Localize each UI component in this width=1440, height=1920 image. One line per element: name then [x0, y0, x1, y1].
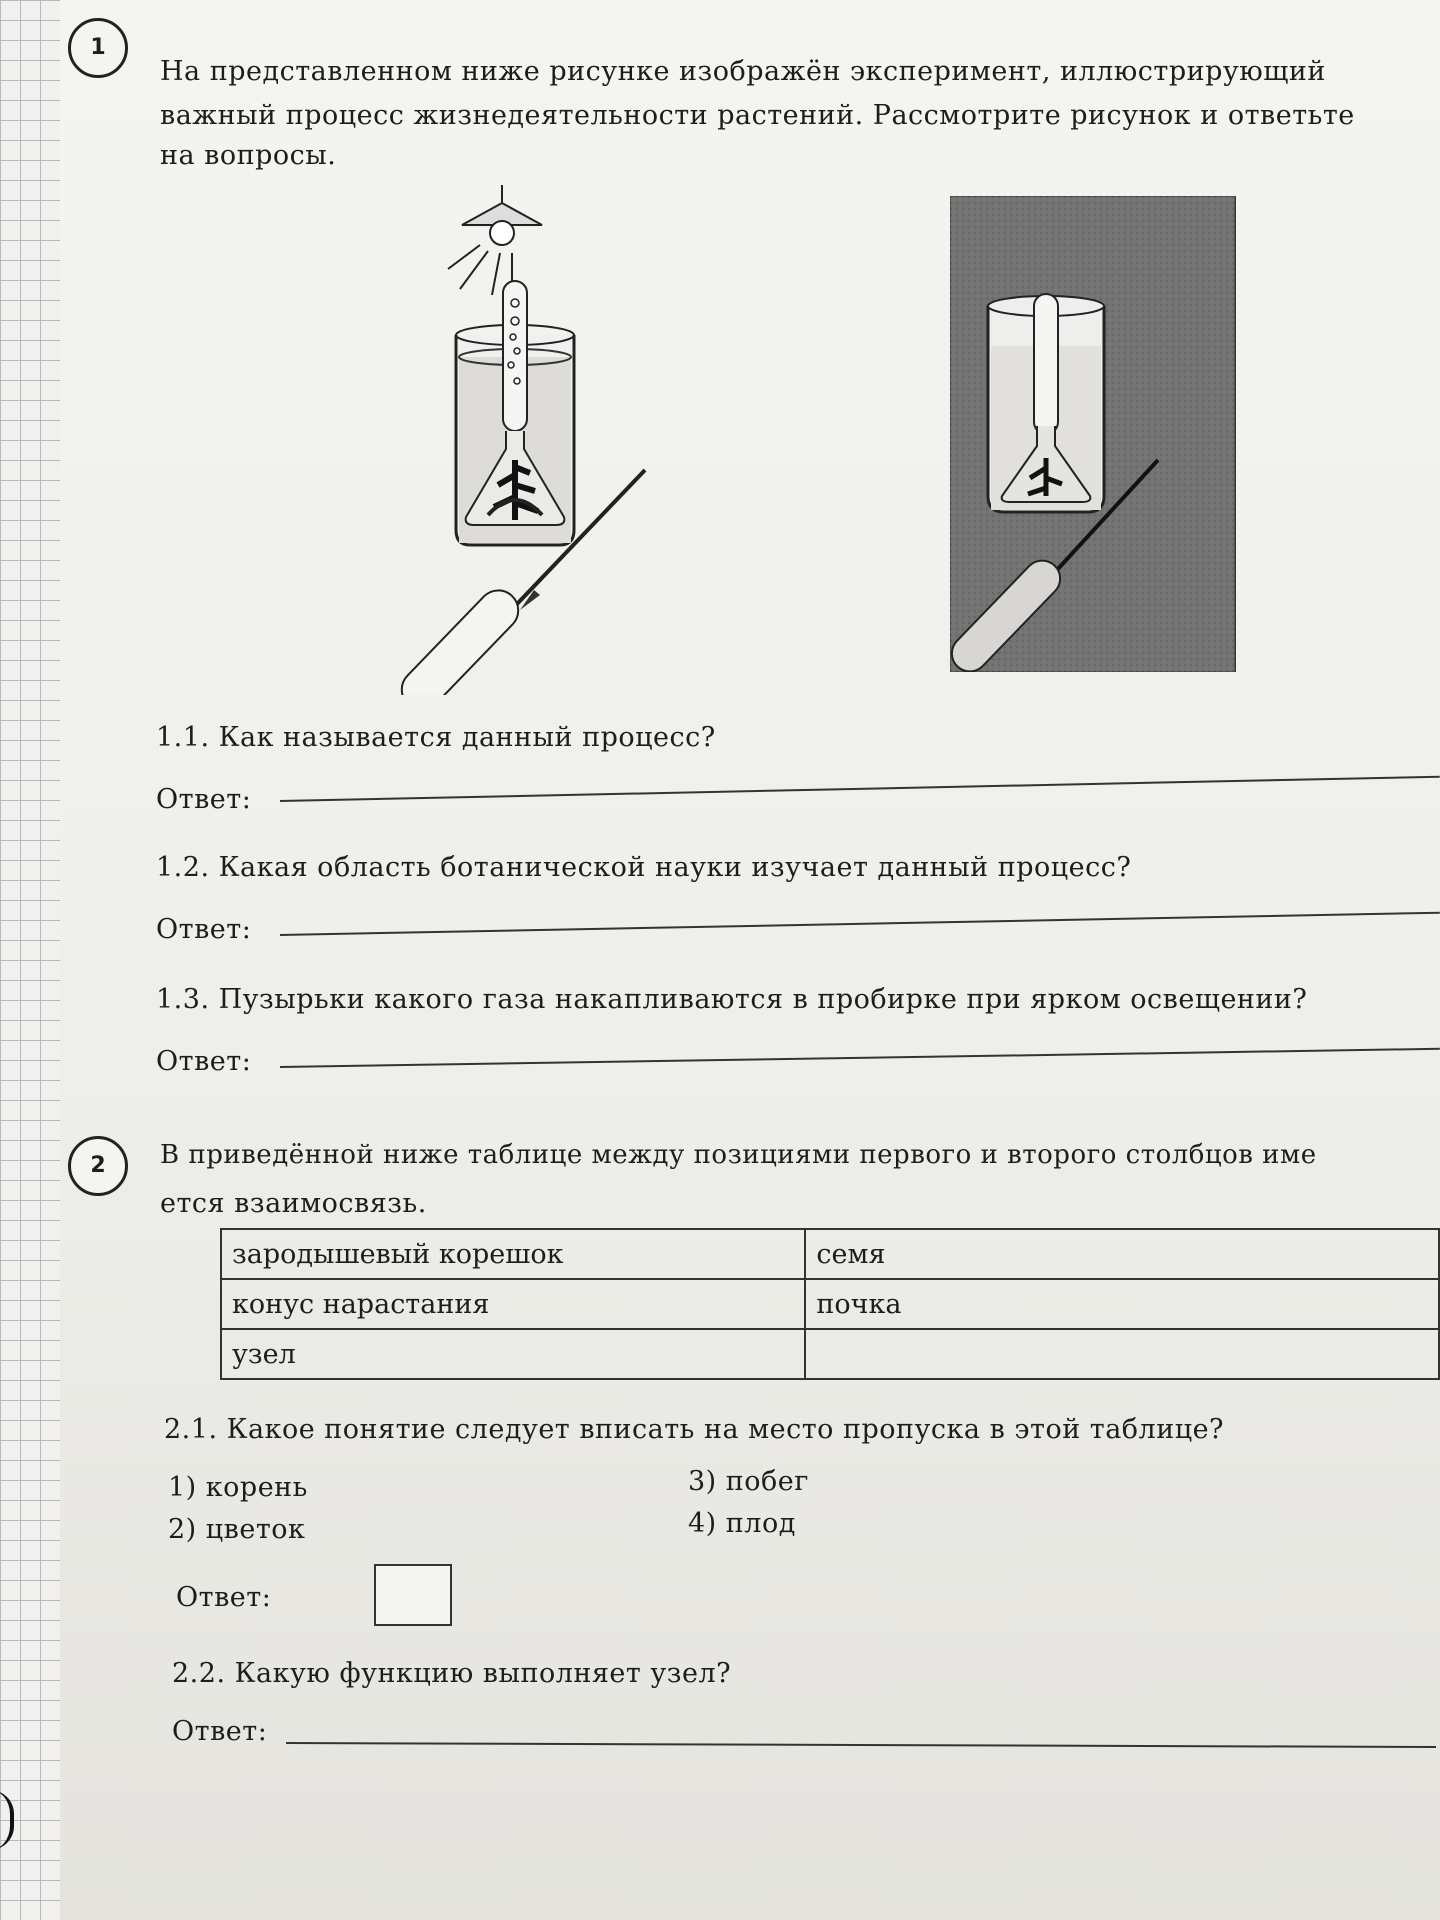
- q2-1-answer-label: Ответ:: [176, 1582, 272, 1613]
- table-cell: зародышевый корешок: [221, 1229, 805, 1279]
- q1-2-answer-line[interactable]: [280, 912, 1440, 936]
- q1-3-answer-line[interactable]: [280, 1048, 1440, 1068]
- q1-intro-line-1: На представленном ниже рисунке изображён эксперимент, иллюстрирующий: [160, 56, 1326, 87]
- q1-intro-line-2: важный процесс жизнедеятельности растений. Рассмотрите рисунок и ответьте: [160, 100, 1355, 131]
- q2-2-answer-line[interactable]: [286, 1742, 1436, 1748]
- graph-paper-strip: [0, 0, 60, 1920]
- q2-1-option-1: 1) корень: [168, 1472, 308, 1503]
- pairs-table: [220, 1228, 1440, 1380]
- question-1-number: 1: [68, 18, 128, 78]
- question-2-number: 2: [68, 1136, 128, 1196]
- table-row: [221, 1329, 1439, 1379]
- table-cell: семя: [805, 1229, 1439, 1279]
- table-row: [221, 1229, 1439, 1279]
- q1-3-answer-label: Ответ:: [156, 1046, 252, 1077]
- q1-intro-line-3: на вопросы.: [160, 140, 337, 171]
- q2-intro-line-2: ется взаимосвязь.: [160, 1188, 427, 1219]
- worksheet-page: [60, 0, 1440, 1920]
- table-row: [221, 1279, 1439, 1329]
- blank-cell[interactable]: [805, 1329, 1439, 1379]
- q2-intro-line-1: В приведённой ниже таблице между позициями первого и второго столбцов име: [160, 1140, 1317, 1170]
- table-cell: конус нарастания: [221, 1279, 805, 1329]
- q2-1-option-4: 4) плод: [688, 1508, 796, 1539]
- q1-1-answer-line[interactable]: [280, 776, 1440, 802]
- q1-1-answer-label: Ответ:: [156, 784, 252, 815]
- q1-3-text: 1.3. Пузырьки какого газа накапливаются в пробирке при ярком освещении?: [156, 984, 1308, 1015]
- q2-2-text: 2.2. Какую функцию выполняет узел?: [172, 1658, 732, 1689]
- q2-1-answer-box[interactable]: [374, 1564, 452, 1626]
- q2-1-option-3: 3) побег: [688, 1466, 809, 1497]
- experiment-dark-figure: [950, 196, 1250, 672]
- q2-2-answer-label: Ответ:: [172, 1716, 268, 1747]
- table-cell: почка: [805, 1279, 1439, 1329]
- q1-1-text: 1.1. Как называется данный процесс?: [156, 722, 716, 753]
- q2-1-option-2: 2) цветок: [168, 1514, 306, 1545]
- table-cell: узел: [221, 1329, 805, 1379]
- experiment-light-figure: [370, 185, 700, 695]
- q1-2-text: 1.2. Какая область ботанической науки изучает данный процесс?: [156, 852, 1132, 883]
- q1-2-answer-label: Ответ:: [156, 914, 252, 945]
- q2-1-text: 2.1. Какое понятие следует вписать на место пропуска в этой таблице?: [164, 1414, 1225, 1445]
